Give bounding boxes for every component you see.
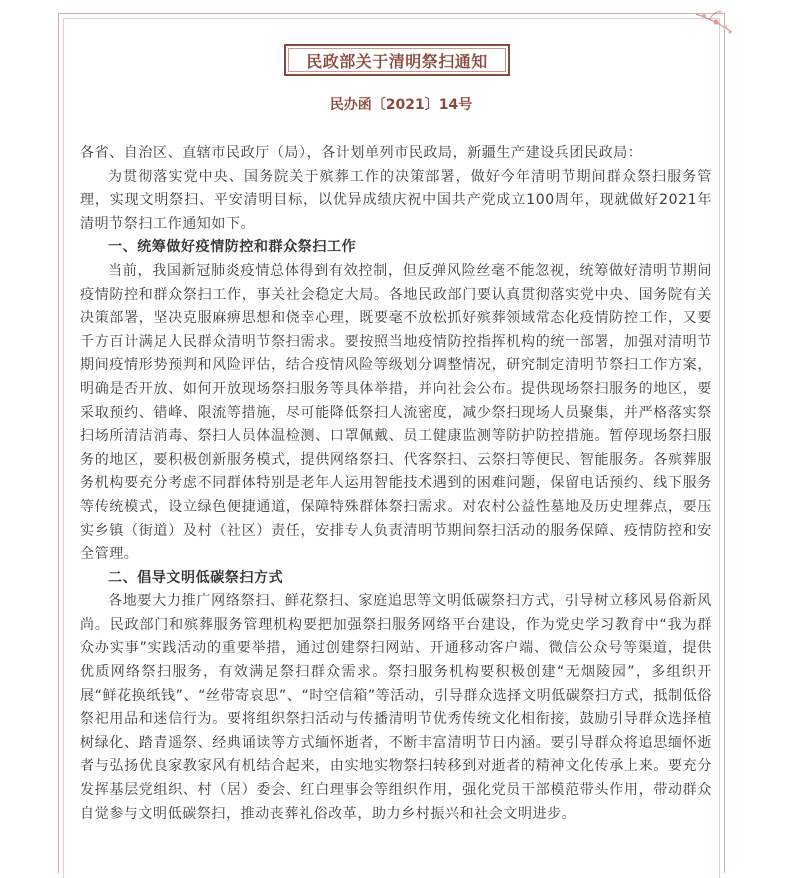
intro-paragraph: 为贯彻落实党中央、国务院关于殡葬工作的决策部署，做好今年清明节期间群众祭扫服务管理，实现文明祭扫、平安清明目标，以优异成绩庆祝中国共产党成立100周年，现就做好2021年清明节祭扫工作通知如下。 bbox=[80, 168, 712, 232]
section-heading-2: 二、倡导文明低碳祭扫方式 bbox=[108, 569, 284, 586]
document-title: 民政部关于清明祭扫通知 bbox=[288, 48, 506, 72]
section-body-1: 当前，我国新冠肺炎疫情总体得到有效控制，但反弹风险丝毫不能忽视，统筹做好清明节期间疫情防控和群众祭扫工作，事关社会稳定大局。各地民政部门要认真贯彻落实党中央、国务院有关决策部署，坚决克服麻痹思想和侥幸心理，既要毫不放松抓好殡葬领域常态化疫情防控工作，又要千方百计满足人民群众清明节祭扫需求。要按照当地疫情防控指挥机构的统一部署，加强对清明节期间疫情形势预判和风险评估，结合疫情风险等级划分调整情况，研究制定清明节祭扫工作方案，明确是否开放、如何开放现场祭扫服务等具体举措，并向社会公布。提供现场祭扫服务的地区，要采取预约、错峰、限流等措施，尽可能降低祭扫人流密度，减少祭扫现场人员聚集，并严格落实祭扫场所清洁消毒、祭扫人员体温检测、口罩佩戴、员工健康监测等防护防控措施。暂停现场祭扫服务的地区，要积极创新服务模式，提供网络祭扫、代客祭扫、云祭扫等便民、智能服务。各殡葬服务机构要充分考虑不同群体特别是老年人运用智能技术遇到的困难问题，保留电话预约、线下服务等传统模式，设立绿色便捷通道，保障特殊群体祭扫需求。对农村公益性墓地及历史埋葬点，要压实乡镇（街道）及村（社区）责任，安排专人负责清明节期间祭扫活动的服务保障、疫情防控和安全管理。 bbox=[80, 262, 712, 563]
section-heading-1: 一、统筹做好疫情防控和群众祭扫工作 bbox=[108, 239, 357, 256]
plum-blossom-icon bbox=[694, 10, 734, 40]
document-number: 民办函〔2021〕14号 bbox=[329, 97, 473, 113]
document-body bbox=[80, 142, 712, 826]
title-frame bbox=[284, 44, 510, 76]
salutation: 各省、自治区、直辖市民政厅（局），各计划单列市民政局，新疆生产建设兵团民政局： bbox=[80, 145, 643, 161]
section-body-2: 各地要大力推广网络祭扫、鲜花祭扫、家庭追思等文明低碳祭扫方式，引导树立移风易俗新风尚。民政部门和殡葬服务管理机构要把加强祭扫服务网络平台建设，作为党史学习教育中“我为群众办实事”实践活动的重要举措，通过创建祭扫网站、开通移动客户端、微信公众号等渠道，提供优质网络祭扫服务，有效满足祭扫群众需求。祭扫服务机构要积极创建“无烟陵园”，多组织开展“鲜花换纸钱”、“丝带寄哀思”、“时空信箱”等活动，引导群众选择文明低碳祭扫方式，抵制低俗祭祀用品和迷信行为。要将组织祭扫活动与传播清明节优秀传统文化相衔接，鼓励引导群众选择植树绿化、踏青遥祭、经典诵读等方式缅怀逝者，不断丰富清明节日内涵。要引导群众将追思缅怀逝者与弘扬优良家教家风有机结合起来，由实地实物祭扫转移到对逝者的精神文化传承上来。要充分发挥基层党组织、村（居）委会、红白理事会等组织作用，强化党员干部模范带头作用，带动群众自觉参与文明低碳祭扫，推动丧葬礼俗改革，助力乡村振兴和社会文明进步。 bbox=[80, 593, 712, 822]
